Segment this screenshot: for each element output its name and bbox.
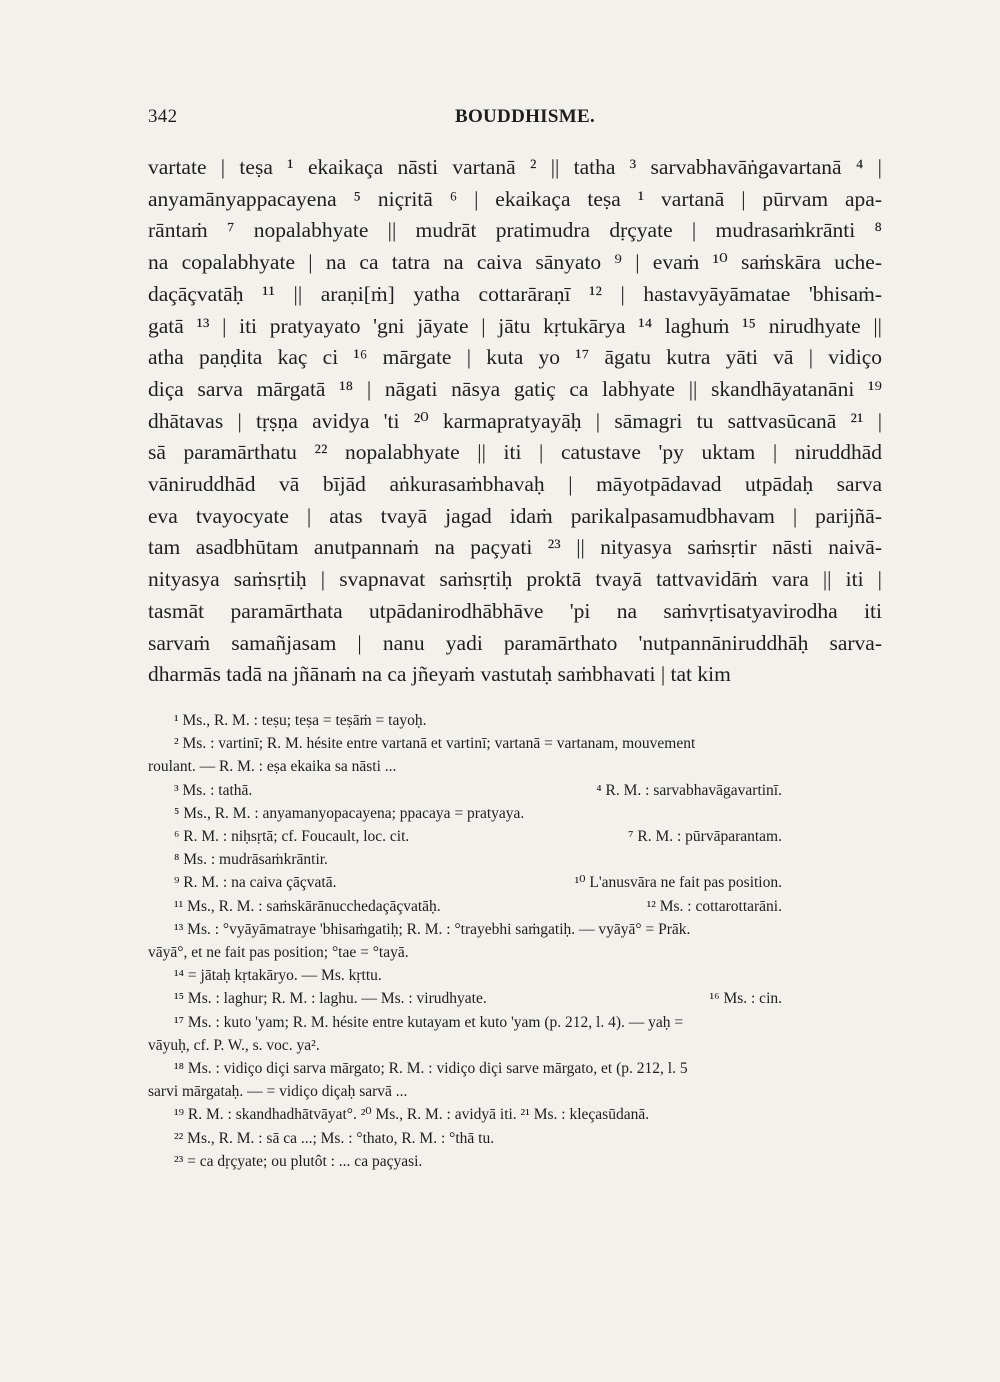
footnote-line: ² Ms. : vartinī; R. M. hésite entre vartanā et vartinī; vartanā = vartanam, mouvement bbox=[174, 735, 696, 753]
footnote-line bbox=[148, 987, 882, 1010]
footnote-line: sarvi mārgataḥ. — = vidiço diçaḥ sarvā ... bbox=[148, 1083, 408, 1101]
footnote-line: ⁵ Ms., R. M. : anyamanyopacayena; ppacaya = pratyaya. bbox=[174, 804, 525, 822]
footnote-line: ²³ = ca dṛçyate; ou plutôt : ... ca paçyasi. bbox=[174, 1152, 423, 1170]
footnote-line bbox=[148, 871, 882, 894]
footnote-line: ⁸ Ms. : mudrāsaṁkrāntir. bbox=[174, 851, 328, 869]
text-line: anyamānyappacayena ⁵ niçritā ⁶ | ekaikaça teṣa ¹ vartanā | pūrvam apa- bbox=[148, 186, 882, 211]
footnote-left: ³ Ms. : tathā. bbox=[174, 781, 253, 799]
text-line: dhātavas | tṛṣṇa avidya 'ti ²⁰ karmapratyayāḥ | sāmagri tu sattvasūcanā ²¹ | bbox=[148, 408, 882, 433]
footnote-line: ¹⁷ Ms. : kuto 'yam; R. M. hésite entre kutayam et kuto 'yam (p. 212, l. 4). — yaḥ = bbox=[174, 1013, 684, 1031]
text-line: dharmās tadā na jñānaṁ na ca jñeyaṁ vastutaḥ saṁbhavati | tat kim bbox=[148, 662, 731, 687]
footnote-line: ¹⁸ Ms. : vidiço diçi sarva mārgato; R. M. : vidiço diçi sarve mārgato, et (p. 212, l. 5 bbox=[174, 1060, 688, 1077]
footnotes bbox=[148, 709, 882, 1173]
text-line: nityasya saṁsṛtiḥ | svapnavat saṁsṛtiḥ proktā tvayā tattvavidāṁ vara || iti | bbox=[148, 567, 882, 592]
main-text bbox=[148, 152, 882, 691]
footnote-line: ¹⁹ R. M. : skandhadhātvāyat°. ²⁰ Ms., R. M. : avidyā iti. ²¹ Ms. : kleçasūdanā. bbox=[174, 1106, 650, 1124]
text-line: tam asadbhūtam anutpannaṁ na paçyati ²³ || nityasya saṁsṛtir nāsti naivā- bbox=[148, 535, 882, 560]
footnote-left: ¹⁵ Ms. : laghur; R. M. : laghu. — Ms. : virudhyate. bbox=[174, 990, 487, 1008]
footnote-line: vāyuḥ, cf. P. W., s. voc. ya². bbox=[148, 1036, 320, 1054]
text-line: daçāçvatāḥ ¹¹ || araṇi[ṁ] yatha cottarāraṇī ¹² | hastavyāyāmatae 'bhisaṁ- bbox=[148, 281, 882, 306]
running-title: BOUDDHISME. bbox=[454, 106, 595, 127]
running-head bbox=[148, 106, 882, 140]
footnote-left: ⁶ R. M. : niḥsṛtā; cf. Foucault, loc. cit. bbox=[174, 827, 410, 845]
footnote-line bbox=[148, 825, 882, 848]
text-line: gatā ¹³ | iti pratyayato 'gni jāyate | jātu kṛtukārya ¹⁴ laghuṁ ¹⁵ nirudhyate || bbox=[148, 313, 882, 338]
text-line: sarvaṁ samañjasam | nanu yadi paramārthato 'nutpannāniruddhāḥ sarva- bbox=[148, 630, 882, 655]
footnote-right: ⁷ R. M. : pūrvāparantam. bbox=[628, 827, 782, 845]
footnote-right: ¹⁰ L'anusvāra ne fait pas position. bbox=[574, 874, 782, 892]
footnote-line: roulant. — R. M. : eṣa ekaika sa nāsti ... bbox=[148, 758, 397, 776]
text-line: atha paṇḍita kaç ci ¹⁶ mārgate | kuta yo ¹⁷ āgatu kutra yāti vā | vidiço bbox=[148, 345, 882, 370]
footnote-line: ¹⁴ = jātaḥ kṛtakāryo. — Ms. kṛttu. bbox=[174, 967, 382, 985]
footnote-right: ¹⁶ Ms. : cin. bbox=[709, 990, 782, 1008]
text-line: diça sarva mārgatā ¹⁸ | nāgati nāsya gatiç ca labhyate || skandhāyatanāni ¹⁹ bbox=[148, 376, 882, 401]
footnote-line: ¹ Ms., R. M. : teṣu; teṣa = teṣāṁ = tayoḥ. bbox=[174, 711, 427, 729]
footnote-left: ¹¹ Ms., R. M. : saṁskārānucchedaçāçvatāḥ. bbox=[174, 897, 441, 915]
footnote-line: ²² Ms., R. M. : sā ca ...; Ms. : °thato, R. M. : °thā tu. bbox=[174, 1129, 495, 1147]
text-line: eva tvayocyate | atas tvayā jagad idaṁ parikalpasamudbhavam | parijñā- bbox=[148, 503, 882, 528]
footnote-left: ⁹ R. M. : na caiva çāçvatā. bbox=[174, 874, 337, 892]
footnote-line bbox=[148, 895, 882, 918]
text-line: vartate | teṣa ¹ ekaikaça nāsti vartanā ² || tatha ³ sarvabhavāṅgavartanā ⁴ | bbox=[148, 155, 882, 179]
text-line: rāntaṁ ⁷ nopalabhyate || mudrāt pratimudra dṛçyate | mudrasaṁkrānti ⁸ bbox=[148, 218, 882, 243]
text-line: sā paramārthatu ²² nopalabhyate || iti | catustave 'py uktam | niruddhād bbox=[148, 440, 882, 465]
footnote-line: ¹³ Ms. : °vyāyāmatraye 'bhisaṁgatiḥ; R. M. : °trayebhi saṁgatiḥ. — vyāyā° = Prāk. bbox=[174, 920, 691, 938]
footnote-right: ⁴ R. M. : sarvabhavāgavartinī. bbox=[596, 781, 782, 799]
footnote-right: ¹² Ms. : cottarottarāni. bbox=[646, 897, 782, 915]
footnote-line: vāyā°, et ne fait pas position; °tae = °tayā. bbox=[148, 943, 409, 961]
text-line: vāniruddhād vā bījād aṅkurasaṁbhavaḥ | māyotpādavad utpādaḥ sarva bbox=[148, 472, 882, 497]
text-line: tasmāt paramārthata utpādanirodhābhāve 'pi na saṁvṛtisatyavirodha iti bbox=[148, 598, 882, 623]
page-number: 342 bbox=[148, 106, 178, 127]
text-line: na copalabhyate | na ca tatra na caiva sānyato ⁹ | evaṁ ¹⁰ saṁskāra uche- bbox=[148, 250, 882, 275]
footnote-line bbox=[148, 779, 882, 802]
